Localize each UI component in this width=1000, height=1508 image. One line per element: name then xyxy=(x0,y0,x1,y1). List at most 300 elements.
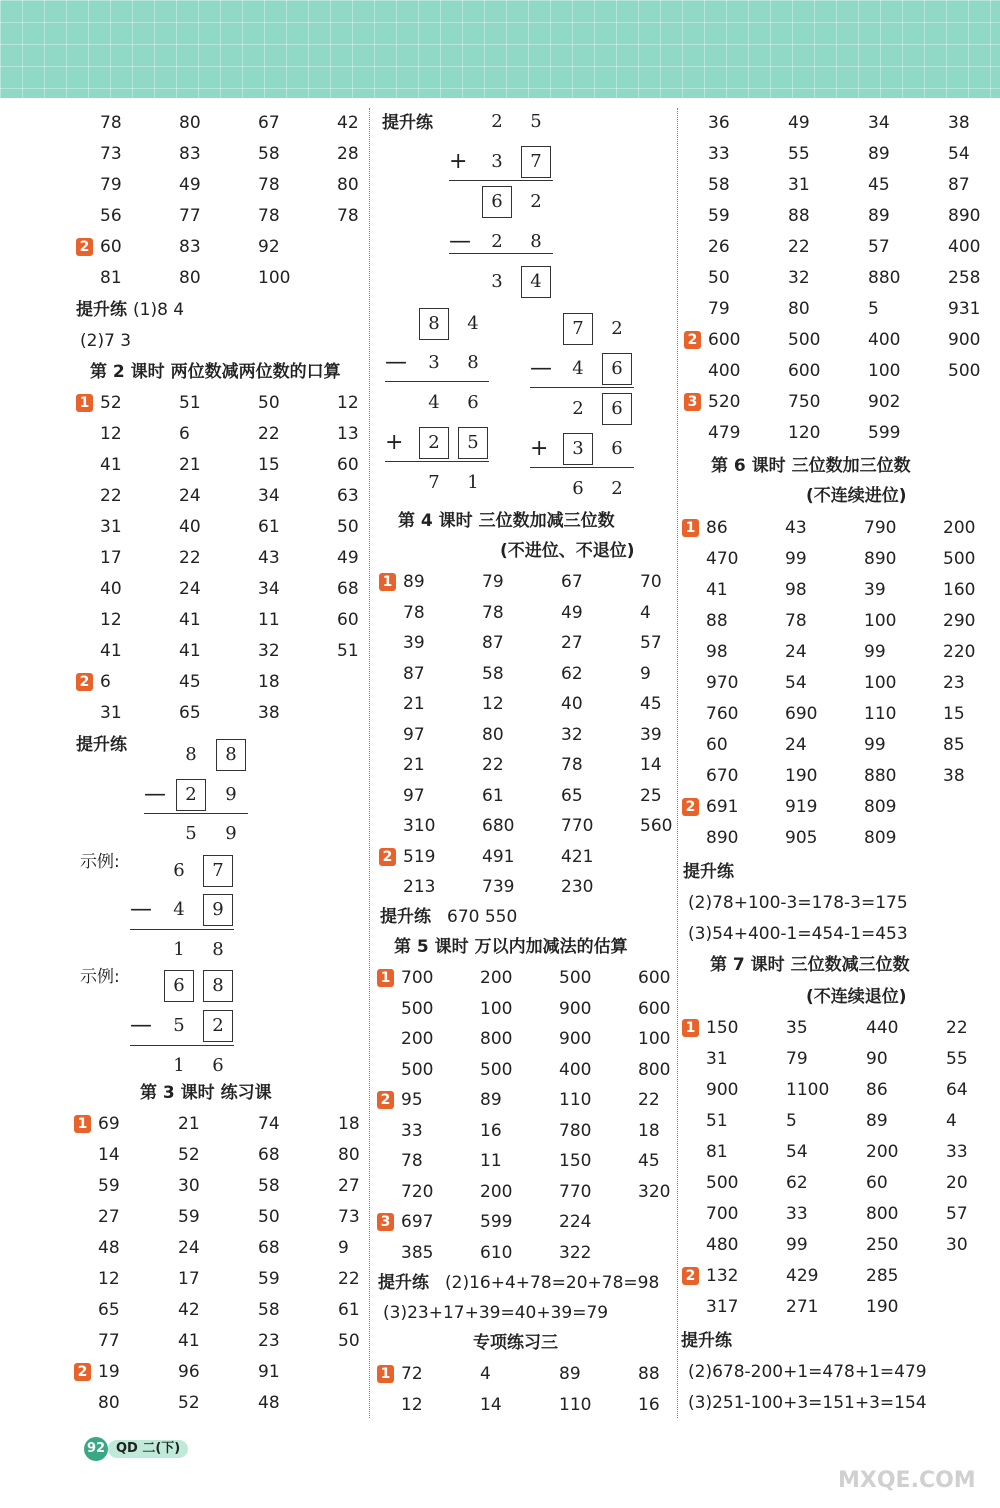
answer-cell: 11 xyxy=(480,1151,502,1171)
answer-cell: 33 xyxy=(786,1204,808,1224)
answer-cell: 600 xyxy=(788,361,821,381)
answer-cell: 65 xyxy=(98,1300,120,1320)
tisheng-label: 提升练 xyxy=(76,300,127,320)
answer-cell: 99 xyxy=(864,735,886,755)
answer-cell: 22 xyxy=(482,755,504,775)
answer-cell: 80 xyxy=(98,1393,120,1413)
tisheng-label: 提升练 xyxy=(382,113,433,133)
answer-cell: 50 xyxy=(338,1331,360,1351)
answer-cell: 91 xyxy=(258,1362,280,1382)
example-label: 示例: xyxy=(80,852,120,872)
question-marker: 2 xyxy=(74,1363,91,1381)
answer-box: 3 xyxy=(563,433,593,465)
answer-box: 2 xyxy=(203,1010,233,1042)
text-line: (2)78+100-3=178-3=175 xyxy=(688,893,908,913)
answer-cell: 54 xyxy=(786,1142,808,1162)
answer-cell: 18 xyxy=(638,1120,660,1141)
question-marker: 1 xyxy=(377,969,394,987)
answer-cell: 13 xyxy=(337,424,359,444)
answer-cell: 63 xyxy=(337,486,359,506)
answer-cell: 421 xyxy=(561,846,594,867)
answer-cell: 77 xyxy=(179,206,201,226)
answer-cell: 74 xyxy=(258,1114,280,1134)
answer-cell: 49 xyxy=(179,175,201,195)
answer-cell: 480 xyxy=(706,1235,739,1255)
rule-line xyxy=(530,467,634,468)
answer-cell: 78 xyxy=(258,175,280,195)
answer-cell: 31 xyxy=(100,517,122,537)
answer-box: 8 xyxy=(216,739,246,771)
answer-cell: 27 xyxy=(338,1176,360,1196)
answer-box: 8 xyxy=(203,970,233,1002)
page-number: 92 xyxy=(84,1437,108,1461)
answer-cell: 90 xyxy=(866,1049,888,1069)
answer-cell: 600 xyxy=(638,998,671,1019)
answer-cell: 14 xyxy=(640,755,662,775)
answer-cell: 97 xyxy=(403,724,425,745)
answer-cell: 86 xyxy=(706,518,728,538)
answer-cell: 385 xyxy=(401,1242,434,1263)
answer-cell: 200 xyxy=(866,1142,899,1162)
answer-cell: 22 xyxy=(638,1090,660,1110)
answer-cell: 429 xyxy=(786,1266,819,1286)
digit: 6 xyxy=(467,392,479,413)
answer-cell: 27 xyxy=(98,1207,120,1227)
answer-cell: 880 xyxy=(868,268,901,288)
answer-cell: 73 xyxy=(100,144,122,164)
answer-cell: 39 xyxy=(864,580,886,600)
answer-cell: 100 xyxy=(868,361,901,381)
answer-cell: 57 xyxy=(868,237,890,257)
answer-cell: 65 xyxy=(179,703,201,723)
answer-cell: 900 xyxy=(706,1080,739,1100)
answer-cell: 36 xyxy=(708,113,730,133)
answer-cell: 51 xyxy=(179,393,201,413)
answer-cell: 59 xyxy=(178,1207,200,1227)
answer-cell: 880 xyxy=(864,766,897,786)
answer-cell: 33 xyxy=(401,1120,423,1141)
answer-cell: 15 xyxy=(943,704,965,724)
answer-cell: 22 xyxy=(338,1269,360,1289)
answer-cell: 50 xyxy=(708,268,730,288)
answer-cell: 28 xyxy=(337,144,359,164)
digit: 4 xyxy=(572,358,584,379)
answer-cell: 99 xyxy=(864,642,886,662)
answer-cell: 34 xyxy=(258,579,280,599)
answer-cell: 400 xyxy=(559,1059,592,1080)
answer-cell: 79 xyxy=(786,1049,808,1069)
answer-cell: 70 xyxy=(640,572,662,592)
answer-cell: 65 xyxy=(561,785,583,806)
answer-cell: 89 xyxy=(480,1090,502,1110)
answer-cell: 697 xyxy=(401,1212,434,1232)
answer-cell: 58 xyxy=(258,144,280,164)
answer-cell: 500 xyxy=(788,330,821,350)
lesson-subtitle: (不进位、不退位) xyxy=(500,541,635,561)
answer-cell: 190 xyxy=(866,1297,899,1317)
operator-sign: — xyxy=(144,782,166,807)
answer-cell: 97 xyxy=(403,785,425,806)
answer-cell: 479 xyxy=(708,423,741,443)
answer-box: 7 xyxy=(521,146,551,178)
answer-cell: 24 xyxy=(179,486,201,506)
answer-cell: 72 xyxy=(401,1364,423,1384)
answer-cell: 30 xyxy=(178,1176,200,1196)
tisheng-label: 提升练 xyxy=(683,862,734,882)
answer-cell: 78 xyxy=(258,206,280,226)
answer-cell: 89 xyxy=(866,1111,888,1131)
answer-cell: 38 xyxy=(943,766,965,786)
answer-cell: 35 xyxy=(786,1018,808,1038)
digit: 8 xyxy=(185,744,197,765)
answer-cell: 17 xyxy=(100,548,122,568)
question-marker: 1 xyxy=(377,1365,394,1383)
answer-cell: 6 xyxy=(100,672,111,692)
answer-cell: 12 xyxy=(401,1395,423,1415)
question-marker: 1 xyxy=(379,573,396,591)
answer-cell: 85 xyxy=(943,735,965,755)
digit: 5 xyxy=(185,823,197,844)
answer-cell: 110 xyxy=(864,704,897,724)
answer-cell: 500 xyxy=(706,1173,739,1193)
question-marker: 3 xyxy=(377,1213,394,1231)
text-line: (2)7 3 xyxy=(80,331,132,351)
digit: 6 xyxy=(173,860,185,881)
digit: 4 xyxy=(428,392,440,413)
answer-cell: 81 xyxy=(100,268,122,288)
answer-cell: 58 xyxy=(482,663,504,684)
answer-cell: 24 xyxy=(178,1238,200,1258)
answer-cell: 890 xyxy=(864,549,897,569)
answer-cell: 285 xyxy=(866,1266,899,1286)
answer-cell: 110 xyxy=(559,1090,592,1110)
digit: 1 xyxy=(173,939,185,960)
answer-cell: 41 xyxy=(100,641,122,661)
lesson-title: 第 3 课时 练习课 xyxy=(140,1083,272,1103)
tisheng-label: 提升练 xyxy=(380,907,431,927)
digit: 8 xyxy=(467,352,479,373)
answer-cell: 45 xyxy=(638,1151,660,1171)
answer-cell: 720 xyxy=(401,1181,434,1202)
answer-cell: 30 xyxy=(946,1235,968,1255)
answer-cell: 560 xyxy=(640,816,673,836)
answer-cell: 110 xyxy=(559,1395,592,1415)
digit: 2 xyxy=(611,478,623,499)
question-marker: 1 xyxy=(74,1115,91,1133)
answer-cell: 83 xyxy=(179,144,201,164)
answer-cell: 17 xyxy=(178,1269,200,1289)
answer-cell: 60 xyxy=(337,455,359,475)
answer-cell: 22 xyxy=(946,1018,968,1038)
answer-cell: 18 xyxy=(258,672,280,692)
answer-cell: 11 xyxy=(258,610,280,630)
answer-cell: 690 xyxy=(785,704,818,724)
answer-cell: 20 xyxy=(946,1173,968,1193)
question-marker: 1 xyxy=(76,394,93,412)
answer-box: 6 xyxy=(482,186,512,218)
answer-cell: 100 xyxy=(258,268,291,288)
answer-cell: 88 xyxy=(788,206,810,226)
answer-cell: 54 xyxy=(785,673,807,693)
answer-cell: 24 xyxy=(785,735,807,755)
answer-cell: 89 xyxy=(868,206,890,226)
answer-box: 7 xyxy=(563,313,593,345)
answer-box: 5 xyxy=(458,427,488,459)
answer-cell: 970 xyxy=(706,673,739,693)
answer-cell: 95 xyxy=(401,1090,423,1110)
answer-cell: 79 xyxy=(708,299,730,319)
answer-cell: 100 xyxy=(480,998,513,1019)
rule-line xyxy=(130,929,234,930)
answer-cell: 57 xyxy=(640,633,662,653)
answer-cell: 80 xyxy=(482,724,504,745)
question-marker: 1 xyxy=(682,1019,699,1037)
question-marker: 2 xyxy=(377,1091,394,1109)
answer-cell: 38 xyxy=(948,113,970,133)
answer-cell: 22 xyxy=(258,424,280,444)
answer-cell: 5 xyxy=(786,1111,797,1131)
digit: 5 xyxy=(530,111,542,132)
text-line: (1)8 4 xyxy=(133,300,185,320)
answer-cell: 700 xyxy=(401,968,434,988)
answer-cell: 42 xyxy=(337,113,359,133)
answer-cell: 39 xyxy=(640,724,662,745)
answer-box: 6 xyxy=(164,970,194,1002)
question-marker: 2 xyxy=(379,848,396,866)
answer-cell: 520 xyxy=(708,392,741,412)
example-label: 示例: xyxy=(80,967,120,987)
answer-cell: 200 xyxy=(480,1181,513,1202)
answer-cell: 98 xyxy=(785,580,807,600)
answer-cell: 12 xyxy=(100,610,122,630)
answer-cell: 34 xyxy=(258,486,280,506)
answer-cell: 100 xyxy=(638,1029,671,1049)
answer-cell: 224 xyxy=(559,1212,592,1232)
answer-cell: 69 xyxy=(98,1114,120,1134)
section-heading: 专项练习三 xyxy=(473,1333,558,1353)
answer-cell: 92 xyxy=(258,237,280,257)
answer-cell: 670 xyxy=(706,766,739,786)
answer-cell: 60 xyxy=(337,610,359,630)
answer-cell: 440 xyxy=(866,1018,899,1038)
tisheng-label: 提升练 xyxy=(378,1273,429,1293)
answer-cell: 43 xyxy=(258,548,280,568)
answer-cell: 55 xyxy=(946,1049,968,1069)
answer-cell: 500 xyxy=(401,998,434,1019)
digit: 3 xyxy=(491,151,503,172)
answer-cell: 809 xyxy=(864,828,897,848)
answer-cell: 24 xyxy=(785,642,807,662)
answer-cell: 905 xyxy=(785,828,818,848)
answer-cell: 58 xyxy=(708,175,730,195)
answer-cell: 760 xyxy=(706,704,739,724)
answer-cell: 780 xyxy=(559,1120,592,1141)
answer-cell: 68 xyxy=(258,1145,280,1165)
answer-cell: 78 xyxy=(561,755,583,775)
answer-cell: 12 xyxy=(100,424,122,444)
answer-cell: 599 xyxy=(480,1212,513,1232)
answer-cell: 120 xyxy=(788,423,821,443)
answer-cell: 16 xyxy=(480,1120,502,1141)
digit: 6 xyxy=(572,478,584,499)
answer-cell: 25 xyxy=(640,785,662,806)
answer-cell: 33 xyxy=(708,144,730,164)
answer-cell: 491 xyxy=(482,846,515,867)
digit: 4 xyxy=(467,313,479,334)
answer-cell: 49 xyxy=(561,602,583,623)
answer-cell: 79 xyxy=(482,572,504,592)
answer-cell: 890 xyxy=(948,206,981,226)
answer-cell: 39 xyxy=(403,633,425,653)
operator-sign: — xyxy=(385,350,407,375)
answer-cell: 21 xyxy=(403,755,425,775)
digit: 6 xyxy=(611,438,623,459)
answer-cell: 258 xyxy=(948,268,981,288)
answer-cell: 160 xyxy=(943,580,976,600)
answer-cell: 919 xyxy=(785,797,818,817)
digit: 9 xyxy=(225,784,237,805)
answer-cell: 519 xyxy=(403,846,436,867)
answer-cell: 51 xyxy=(337,641,359,661)
answer-cell: 190 xyxy=(785,766,818,786)
answer-cell: 88 xyxy=(706,611,728,631)
digit: 2 xyxy=(611,318,623,339)
answer-box: 6 xyxy=(602,393,632,425)
lesson-title: 第 7 课时 三位数减三位数 xyxy=(710,955,910,975)
tisheng-label: 提升练 xyxy=(681,1331,732,1351)
answer-cell: 80 xyxy=(179,113,201,133)
answer-cell: 67 xyxy=(258,113,280,133)
answer-cell: 77 xyxy=(98,1331,120,1351)
answer-box: 2 xyxy=(419,427,449,459)
answer-cell: 9 xyxy=(640,663,651,684)
answer-cell: 78 xyxy=(403,602,425,623)
answer-cell: 800 xyxy=(480,1029,513,1049)
answer-cell: 60 xyxy=(866,1173,888,1193)
operator-sign: — xyxy=(530,356,552,381)
rule-line xyxy=(530,387,634,388)
answer-cell: 78 xyxy=(401,1151,423,1171)
answer-cell: 5 xyxy=(868,299,879,319)
answer-cell: 9 xyxy=(338,1238,349,1258)
answer-cell: 99 xyxy=(785,549,807,569)
answer-cell: 45 xyxy=(179,672,201,692)
answer-cell: 41 xyxy=(178,1331,200,1351)
column-divider xyxy=(369,108,370,1418)
answer-cell: 60 xyxy=(706,735,728,755)
operator-sign: — xyxy=(130,1013,152,1038)
answer-cell: 41 xyxy=(706,580,728,600)
answer-cell: 42 xyxy=(178,1300,200,1320)
digit: 5 xyxy=(173,1015,185,1036)
answer-cell: 43 xyxy=(785,518,807,538)
digit: 3 xyxy=(428,352,440,373)
answer-cell: 45 xyxy=(640,694,662,714)
answer-cell: 32 xyxy=(788,268,810,288)
question-marker: 3 xyxy=(684,393,701,411)
lesson-subtitle: (不连续退位) xyxy=(806,987,907,1007)
answer-box: 7 xyxy=(203,855,233,887)
digit: 2 xyxy=(572,398,584,419)
answer-cell: 89 xyxy=(868,144,890,164)
answer-cell: 12 xyxy=(98,1269,120,1289)
answer-cell: 54 xyxy=(948,144,970,164)
answer-cell: 290 xyxy=(943,611,976,631)
answer-cell: 41 xyxy=(179,641,201,661)
answer-cell: 73 xyxy=(338,1207,360,1227)
answer-cell: 80 xyxy=(788,299,810,319)
answer-cell: 22 xyxy=(788,237,810,257)
answer-cell: 100 xyxy=(864,611,897,631)
answer-cell: 22 xyxy=(100,486,122,506)
answer-cell: 67 xyxy=(561,572,583,592)
answer-cell: 62 xyxy=(786,1173,808,1193)
answer-cell: 322 xyxy=(559,1242,592,1263)
answer-cell: 81 xyxy=(706,1142,728,1162)
answer-cell: 14 xyxy=(98,1145,120,1165)
answer-cell: 680 xyxy=(482,816,515,836)
answer-cell: 739 xyxy=(482,877,515,897)
answer-cell: 51 xyxy=(706,1111,728,1131)
text-line: (3)54+400-1=454-1=453 xyxy=(688,924,908,944)
answer-cell: 78 xyxy=(100,113,122,133)
answer-cell: 200 xyxy=(943,518,976,538)
digit: 1 xyxy=(467,472,479,493)
answer-cell: 691 xyxy=(706,797,739,817)
answer-cell: 87 xyxy=(403,663,425,684)
answer-cell: 59 xyxy=(98,1176,120,1196)
rule-line xyxy=(130,1045,234,1046)
answer-cell: 900 xyxy=(559,1029,592,1049)
answer-cell: 59 xyxy=(258,1269,280,1289)
answer-cell: 12 xyxy=(482,694,504,714)
answer-cell: 87 xyxy=(482,633,504,653)
text-line: (2)16+4+78=20+78=98 xyxy=(445,1273,660,1293)
question-marker: 2 xyxy=(76,238,93,256)
answer-cell: 931 xyxy=(948,299,981,319)
answer-cell: 49 xyxy=(788,113,810,133)
answer-cell: 58 xyxy=(258,1300,280,1320)
answer-cell: 14 xyxy=(480,1395,502,1415)
header-band xyxy=(0,0,1000,98)
answer-cell: 900 xyxy=(559,998,592,1019)
answer-cell: 6 xyxy=(179,424,190,444)
answer-cell: 100 xyxy=(864,673,897,693)
answer-cell: 68 xyxy=(337,579,359,599)
operator-sign: — xyxy=(449,229,471,254)
answer-cell: 250 xyxy=(866,1235,899,1255)
digit: 2 xyxy=(491,231,503,252)
digit: 2 xyxy=(530,191,542,212)
answer-cell: 500 xyxy=(559,968,592,988)
text-line: (2)678-200+1=478+1=479 xyxy=(688,1362,927,1382)
lesson-title: 第 5 课时 万以内加减法的估算 xyxy=(394,937,628,957)
answer-cell: 902 xyxy=(868,392,901,412)
answer-cell: 59 xyxy=(708,206,730,226)
digit: 1 xyxy=(173,1055,185,1076)
answer-cell: 500 xyxy=(401,1059,434,1080)
answer-cell: 4 xyxy=(480,1364,491,1384)
answer-cell: 21 xyxy=(178,1114,200,1134)
answer-cell: 230 xyxy=(561,877,594,897)
answer-cell: 770 xyxy=(559,1181,592,1202)
rule-line xyxy=(385,461,489,462)
answer-cell: 38 xyxy=(258,703,280,723)
watermark: MXQE.COM xyxy=(838,1468,976,1493)
answer-cell: 52 xyxy=(178,1393,200,1413)
answer-cell: 89 xyxy=(403,572,425,592)
answer-cell: 78 xyxy=(482,602,504,623)
